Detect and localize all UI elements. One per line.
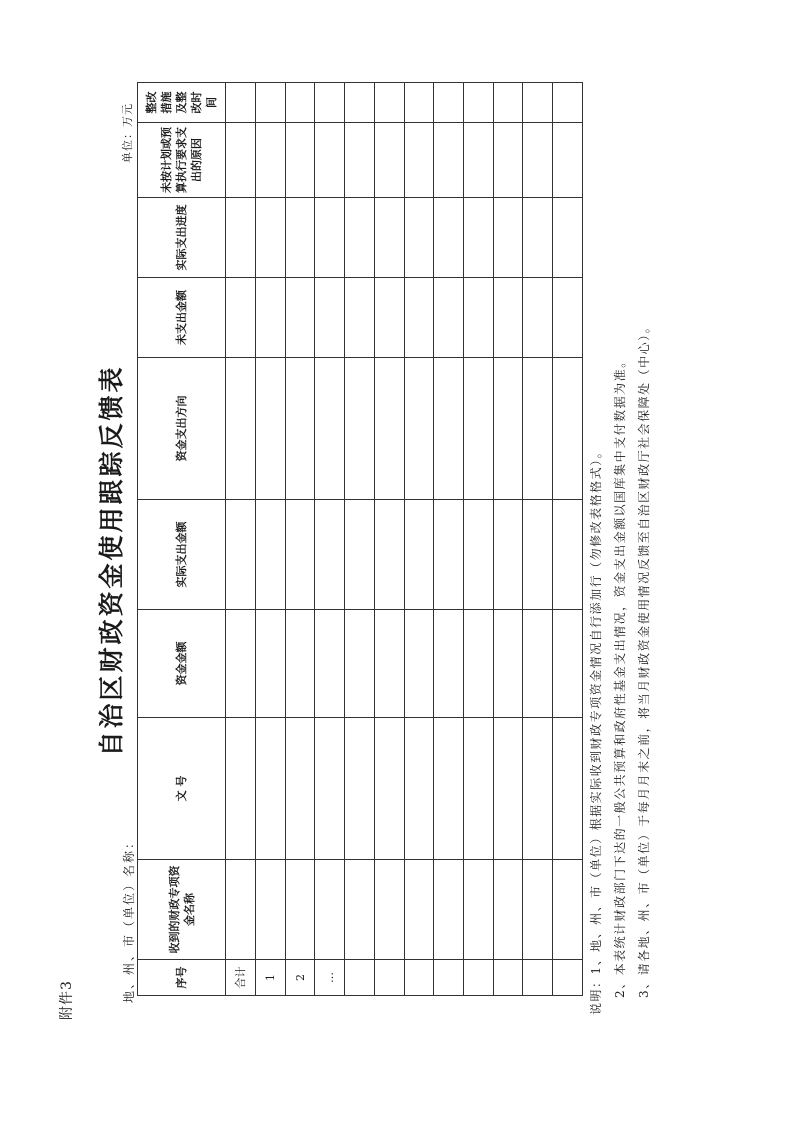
table-cell: [345, 278, 375, 358]
table-cell: [226, 198, 256, 278]
table-cell: [493, 860, 523, 960]
table-cell: [255, 358, 285, 500]
header-actual-expenditure: 实际支出金额: [138, 500, 226, 610]
table-row: [553, 83, 583, 996]
table-cell: [255, 610, 285, 718]
table-cell: [285, 123, 315, 198]
table-cell: [493, 198, 523, 278]
table-row: [226, 83, 256, 996]
row-serial-cell: 2: [285, 960, 315, 996]
table-row: [285, 83, 315, 996]
table-cell: [434, 500, 464, 610]
table-cell: [464, 860, 494, 960]
table-row: [345, 83, 375, 996]
table-cell: [226, 358, 256, 500]
table-cell: [374, 500, 404, 610]
table-cell: [374, 718, 404, 860]
table-cell: [523, 198, 553, 278]
table-row: [434, 83, 464, 996]
table-cell: [345, 610, 375, 718]
table-cell: [226, 718, 256, 860]
header-document-number: 文 号: [138, 718, 226, 860]
table-cell: [434, 860, 464, 960]
table-cell: [345, 83, 375, 123]
table-row: [464, 83, 494, 996]
table-cell: [374, 198, 404, 278]
header-unspent-reason: 未按计划或预算执行要求支出的原因: [138, 123, 226, 198]
table-cell: [404, 860, 434, 960]
table-cell: [404, 83, 434, 123]
table-cell: [226, 278, 256, 358]
note-line: 2、本表统计财政部门下达的一般公共预算和政府性基金支出情况，资金支出金额以国库集中支付数据为准。: [613, 354, 627, 998]
table-cell: [434, 198, 464, 278]
table-cell: [315, 610, 345, 718]
table-cell: [434, 278, 464, 358]
header-expenditure-progress: 实际支出进度: [138, 198, 226, 278]
table-cell: [493, 358, 523, 500]
table-cell: [493, 610, 523, 718]
table-cell: [523, 718, 553, 860]
table-cell: [523, 500, 553, 610]
row-serial-cell: [345, 960, 375, 996]
row-serial-cell: [434, 960, 464, 996]
table-cell: [553, 198, 583, 278]
attachment-label: 附件3: [59, 980, 75, 1020]
table-cell: [404, 500, 434, 610]
table-cell: [285, 83, 315, 123]
table-row: [523, 83, 553, 996]
table-row: [255, 83, 285, 996]
table-cell: [285, 610, 315, 718]
table-cell: [255, 500, 285, 610]
table-cell: [523, 358, 553, 500]
table-cell: [226, 860, 256, 960]
header-unspent-amount: 未支出金额: [138, 278, 226, 358]
header-expenditure-direction: 资金支出方向: [138, 358, 226, 500]
table-cell: [285, 500, 315, 610]
row-serial-cell: [523, 960, 553, 996]
header-rectification: 整改措施及整改时间: [138, 83, 226, 123]
table-cell: [434, 718, 464, 860]
row-serial-cell: [374, 960, 404, 996]
table-cell: [434, 123, 464, 198]
table-cell: [493, 278, 523, 358]
table-cell: [553, 358, 583, 500]
table-cell: [464, 610, 494, 718]
table-cell: [493, 718, 523, 860]
row-serial-cell: …: [315, 960, 345, 996]
table-cell: [404, 610, 434, 718]
table-cell: [553, 860, 583, 960]
table-cell: [315, 718, 345, 860]
table-cell: [523, 123, 553, 198]
table-cell: [404, 718, 434, 860]
region-name-label: 地、州、市（单位）名称：: [122, 834, 136, 1003]
table-cell: [523, 278, 553, 358]
table-cell: [255, 860, 285, 960]
row-serial-cell: [464, 960, 494, 996]
row-serial-cell: 1: [255, 960, 285, 996]
notes-section: [584, 85, 656, 1015]
table-cell: [404, 358, 434, 500]
table-cell: [345, 358, 375, 500]
table-cell: [345, 123, 375, 198]
table-cell: [226, 123, 256, 198]
table-cell: [374, 610, 404, 718]
table-cell: [553, 278, 583, 358]
table-cell: [464, 500, 494, 610]
table-cell: [553, 123, 583, 198]
table-header-row: [138, 83, 226, 996]
note-line: 3、请各地、州、市（单位）于每月月末之前，将当月财政资金使用情况反馈至自治区财政厅社会保障处（中心）。: [637, 319, 651, 998]
table-cell: [315, 83, 345, 123]
table-cell: [285, 198, 315, 278]
table-cell: [464, 83, 494, 123]
table-cell: [493, 500, 523, 610]
table-cell: [255, 198, 285, 278]
table-cell: [315, 278, 345, 358]
table-cell: [285, 718, 315, 860]
table-cell: [226, 610, 256, 718]
table-cell: [523, 83, 553, 123]
table-cell: [285, 278, 315, 358]
header-fund-name: 收到的财政专项资金名称: [138, 860, 226, 960]
table-cell: [315, 198, 345, 278]
table-cell: [315, 123, 345, 198]
table-cell: [464, 198, 494, 278]
table-cell: [285, 358, 315, 500]
table-cell: [255, 123, 285, 198]
header-serial-number: 序号: [138, 960, 226, 996]
table-cell: [404, 123, 434, 198]
table-cell: [226, 500, 256, 610]
table-cell: [255, 278, 285, 358]
unit-label: 单位：万元: [121, 103, 134, 163]
table-cell: [345, 198, 375, 278]
table-cell: [374, 278, 404, 358]
table-cell: [404, 198, 434, 278]
table-cell: [374, 860, 404, 960]
table-cell: [255, 718, 285, 860]
table-cell: [345, 718, 375, 860]
table-cell: [523, 860, 553, 960]
table-row: [404, 83, 434, 996]
table-cell: [374, 123, 404, 198]
table-cell: [404, 278, 434, 358]
row-serial-cell: 合计: [226, 960, 256, 996]
row-serial-cell: [493, 960, 523, 996]
table-row: [493, 83, 523, 996]
table-cell: [374, 83, 404, 123]
table-cell: [553, 500, 583, 610]
table-cell: [226, 83, 256, 123]
table-cell: [464, 278, 494, 358]
table-cell: [374, 358, 404, 500]
table-cell: [553, 610, 583, 718]
table-cell: [553, 718, 583, 860]
header-fund-amount: 资金金额: [138, 610, 226, 718]
table-cell: [464, 358, 494, 500]
note-line: 说明：1、地、州、市（单位）根据实际收到财政专项资金情况自行添加行（勿修改表格格式）。: [589, 444, 603, 1015]
fund-tracking-table: [137, 82, 583, 996]
table-cell: [464, 123, 494, 198]
document-title: 自治区财政资金使用跟踪反馈表: [97, 364, 126, 757]
table-cell: [345, 860, 375, 960]
table-cell: [434, 83, 464, 123]
table-cell: [464, 718, 494, 860]
table-cell: [345, 500, 375, 610]
table-cell: [315, 358, 345, 500]
table-cell: [493, 83, 523, 123]
table-cell: [493, 123, 523, 198]
table-cell: [255, 83, 285, 123]
table-row: [315, 83, 345, 996]
table-cell: [315, 860, 345, 960]
table-cell: [553, 83, 583, 123]
row-serial-cell: [404, 960, 434, 996]
table-cell: [434, 610, 464, 718]
table-row: [374, 83, 404, 996]
table-cell: [315, 500, 345, 610]
table-cell: [523, 610, 553, 718]
table-cell: [434, 358, 464, 500]
table-cell: [285, 860, 315, 960]
row-serial-cell: [553, 960, 583, 996]
